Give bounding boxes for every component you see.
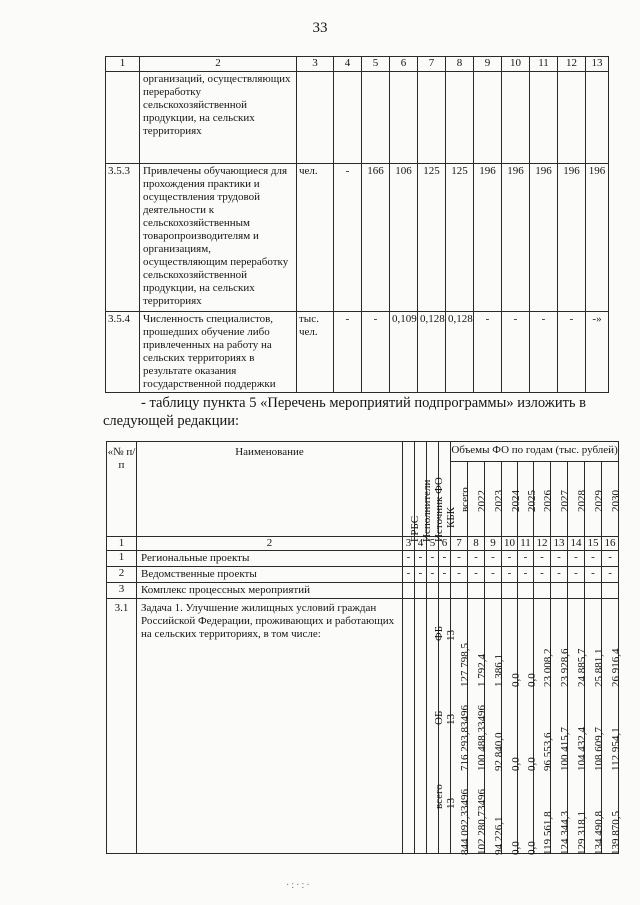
value-cell xyxy=(451,599,471,855)
column-number: 4 xyxy=(415,537,427,551)
volume-value: 23 008,2 xyxy=(542,648,554,687)
header-grbs: ГРБС xyxy=(403,442,415,537)
value-cell xyxy=(451,583,468,599)
column-number: 5 xyxy=(427,537,439,551)
row-number: 1 xyxy=(107,551,137,567)
column-number: 13 xyxy=(551,537,568,551)
volume-value: 104 432,4 xyxy=(576,727,588,771)
header-kbk: КБК xyxy=(439,442,451,537)
table1-row xyxy=(106,312,609,393)
value-cell: - xyxy=(534,551,551,567)
value-cell: 196 xyxy=(502,164,530,312)
row-unit: тыс. чел. xyxy=(297,312,334,393)
volume-value: 94 226,1 xyxy=(493,816,505,855)
value-cell xyxy=(585,599,605,855)
row-name: организаций, осуществляющих переработку сельскохозяйственной продукции, на сельских территориях xyxy=(140,72,297,164)
value-cell: 125 xyxy=(446,164,474,312)
intro-paragraph: - таблицу пункта 5 «Перечень мероприятий подпрограммы» изложить в следующей редакции: xyxy=(103,395,587,429)
page-number: 33 xyxy=(312,20,328,36)
table2-row xyxy=(107,567,619,583)
column-number: 5 xyxy=(362,57,390,72)
column-number: 14 xyxy=(568,537,585,551)
table1-header-row xyxy=(106,57,609,72)
volume-value: 124 344,3 xyxy=(559,811,571,855)
row-name: Ведомственные проекты xyxy=(137,567,403,583)
row-unit: чел. xyxy=(297,164,334,312)
value-cell xyxy=(585,583,602,599)
value-cell: - xyxy=(334,312,362,393)
value-cell: 166 xyxy=(362,164,390,312)
table1-row xyxy=(106,164,609,312)
measures-table xyxy=(106,441,623,855)
column-number: 6 xyxy=(390,57,418,72)
column-number: 3 xyxy=(297,57,334,72)
value-cell: - xyxy=(602,551,619,567)
value-cell: - xyxy=(551,551,568,567)
value-cell xyxy=(427,583,439,599)
value-cell: - xyxy=(518,567,534,583)
kbk-cell xyxy=(439,599,457,854)
column-number: 12 xyxy=(558,57,586,72)
value-cell: - xyxy=(485,567,502,583)
value-cell: - xyxy=(403,551,415,567)
header-source: Источник ФО xyxy=(427,442,439,537)
header-year: 2026 xyxy=(534,462,551,537)
row-name: Задача 1. Улучшение жилищных условий граждан Российской Федерации, проживающих и работающих на сельских территориях, в том числе: xyxy=(137,599,403,854)
value-cell: - xyxy=(439,567,451,583)
value-cell: - xyxy=(558,312,586,393)
volume-value: 0,0 xyxy=(525,757,538,771)
value-cell xyxy=(534,599,554,855)
source-label: ФБ xyxy=(432,625,445,641)
header-year: 2023 xyxy=(485,462,502,537)
header-year: 2025 xyxy=(518,462,534,537)
header-executors: Исполнители xyxy=(415,442,427,537)
value-cell: - xyxy=(502,551,518,567)
column-number: 8 xyxy=(468,537,485,551)
source-label: всего xyxy=(432,784,445,809)
value-cell xyxy=(502,583,518,599)
value-cell xyxy=(602,599,623,855)
value-cell xyxy=(439,583,451,599)
column-number: 7 xyxy=(418,57,446,72)
value-cell: 0,128 xyxy=(418,312,446,393)
column-number: 11 xyxy=(518,537,534,551)
column-number: 2 xyxy=(137,537,403,551)
volume-value: 844 092,33496 xyxy=(459,789,471,855)
volume-value: 0,0 xyxy=(525,841,538,855)
value-cell xyxy=(502,599,522,855)
header-year: 2030 xyxy=(602,462,619,537)
value-cell: - xyxy=(585,567,602,583)
scan-marks: ·:·:· xyxy=(286,880,312,891)
volume-value: 102 280,73496 xyxy=(476,789,488,855)
column-number: 1 xyxy=(107,537,137,551)
value-cell: - xyxy=(518,551,534,567)
value-cell xyxy=(485,599,505,855)
volume-value: 26 916,4 xyxy=(610,648,623,687)
value-cell: 196 xyxy=(474,164,502,312)
header-year: 2022 xyxy=(468,462,485,537)
row-name: Численность специалистов, прошедших обучение либо привлеченных на работу на сельских территориях в результате оказания государственной поддержки xyxy=(140,312,297,393)
volume-value: 100 488,33496 xyxy=(476,705,488,771)
volume-value: 119 561,8 xyxy=(542,811,554,855)
volume-value: 23 928,6 xyxy=(559,648,571,687)
value-cell: - xyxy=(585,551,602,567)
value-cell xyxy=(468,599,488,855)
row-number xyxy=(106,72,140,164)
value-cell: - xyxy=(451,551,468,567)
kbk-label: 13 xyxy=(444,630,457,641)
row-name: Региональные проекты xyxy=(137,551,403,567)
column-number: 9 xyxy=(485,537,502,551)
volume-value: 1 792,4 xyxy=(476,654,488,687)
source-cell xyxy=(427,599,445,854)
table1-row xyxy=(106,72,609,164)
value-cell: - xyxy=(415,567,427,583)
value-cell: - xyxy=(530,312,558,393)
volume-value: 0,0 xyxy=(525,673,538,687)
value-cell: - xyxy=(485,551,502,567)
volume-value: 1 386,1 xyxy=(493,654,505,687)
volume-value: 129 318,1 xyxy=(576,811,588,855)
value-cell: - xyxy=(568,551,585,567)
table2-numbers-row xyxy=(107,537,619,551)
volume-value: 127 798,5 xyxy=(459,643,471,687)
executors-cell xyxy=(415,599,427,854)
indicators-table xyxy=(105,56,609,393)
volume-value: 24 885,7 xyxy=(576,648,588,687)
value-cell: 196 xyxy=(558,164,586,312)
value-cell: - xyxy=(568,567,585,583)
row-name: Привлечены обучающиеся для прохождения практики и осуществления трудовой деятельности к сельскохозяйственным товаропроизводителям и организациям, осуществляющим переработку сельскохозяйственной продукции, на сельских территориях xyxy=(140,164,297,312)
header-year: 2029 xyxy=(585,462,602,537)
column-number: 11 xyxy=(530,57,558,72)
value-cell: - xyxy=(334,164,362,312)
value-cell: - xyxy=(427,567,439,583)
value-cell xyxy=(485,583,502,599)
value-cell: 196 xyxy=(586,164,609,312)
row-number: 3.1 xyxy=(107,599,137,854)
value-cell: - xyxy=(468,567,485,583)
volume-value: 92 840,0 xyxy=(493,732,505,771)
value-cell: 196 xyxy=(530,164,558,312)
row-number: 2 xyxy=(107,567,137,583)
volume-value: 0,0 xyxy=(509,841,522,855)
table2-row xyxy=(107,551,619,567)
column-number: 9 xyxy=(474,57,502,72)
grbs-cell xyxy=(403,599,415,854)
value-cell: - xyxy=(451,567,468,583)
value-cell: - xyxy=(502,312,530,393)
column-number: 3 xyxy=(403,537,415,551)
column-number: 2 xyxy=(140,57,297,72)
source-label: ОБ xyxy=(432,710,445,725)
value-cell: - xyxy=(427,551,439,567)
header-num: «№ п/п xyxy=(107,442,137,537)
column-number: 13 xyxy=(586,57,609,72)
value-cell xyxy=(468,583,485,599)
column-number: 12 xyxy=(534,537,551,551)
value-cell: - xyxy=(551,567,568,583)
value-cell: - xyxy=(502,567,518,583)
column-number: 4 xyxy=(334,57,362,72)
header-volumes: Объемы ФО по годам (тыс. рублей) xyxy=(451,442,619,462)
volume-value: 716 293,83496 xyxy=(459,705,471,771)
value-cell: - xyxy=(602,567,619,583)
volume-value: 25 881,1 xyxy=(593,648,605,687)
volume-value: 0,0 xyxy=(509,757,522,771)
value-cell xyxy=(518,583,534,599)
value-cell: - xyxy=(403,567,415,583)
value-cell xyxy=(551,583,568,599)
row-number: 3.5.3 xyxy=(106,164,140,312)
column-number: 10 xyxy=(502,537,518,551)
column-number: 15 xyxy=(585,537,602,551)
value-cell xyxy=(534,583,551,599)
header-year: 2028 xyxy=(568,462,585,537)
value-cell: - xyxy=(362,312,390,393)
value-cell: - xyxy=(534,567,551,583)
column-number: 6 xyxy=(439,537,451,551)
value-cell xyxy=(568,583,585,599)
column-number: 10 xyxy=(502,57,530,72)
value-cell: 125 xyxy=(418,164,446,312)
value-cell: - xyxy=(468,551,485,567)
header-name: Наименование xyxy=(137,442,403,537)
value-cell: - xyxy=(439,551,451,567)
value-cell: - xyxy=(474,312,502,393)
column-number: 1 xyxy=(106,57,140,72)
row-number: 3 xyxy=(107,583,137,599)
table2-header-row xyxy=(107,442,619,462)
row-number: 3.5.4 xyxy=(106,312,140,393)
value-cell: -» xyxy=(586,312,609,393)
kbk-label: 13 xyxy=(444,714,457,725)
value-cell xyxy=(568,599,588,855)
column-number: 16 xyxy=(602,537,619,551)
header-year: 2024 xyxy=(502,462,518,537)
volume-value: 96 553,6 xyxy=(542,732,554,771)
value-cell: 0,109 xyxy=(390,312,418,393)
value-cell xyxy=(551,599,571,855)
kbk-label: 13 xyxy=(444,798,457,809)
table2-task-row xyxy=(107,599,619,854)
volume-value: 0,0 xyxy=(509,673,522,687)
volume-value: 108 609,7 xyxy=(593,727,605,771)
volume-value: 134 490,8 xyxy=(593,811,605,855)
column-number: 7 xyxy=(451,537,468,551)
table2-row xyxy=(107,583,619,599)
volume-value: 100 415,7 xyxy=(559,727,571,771)
header-year: 2027 xyxy=(551,462,568,537)
column-number: 8 xyxy=(446,57,474,72)
value-cell xyxy=(518,599,538,855)
volume-value: 139 870,5 xyxy=(610,811,623,855)
value-cell: 0,128 xyxy=(446,312,474,393)
row-name: Комплекс процессных мероприятий xyxy=(137,583,403,599)
value-cell: 106 xyxy=(390,164,418,312)
value-cell xyxy=(403,583,415,599)
header-year: всего xyxy=(451,462,468,537)
volume-value: 112 954,1 xyxy=(610,727,623,771)
value-cell xyxy=(415,583,427,599)
value-cell: - xyxy=(415,551,427,567)
value-cell xyxy=(602,583,619,599)
